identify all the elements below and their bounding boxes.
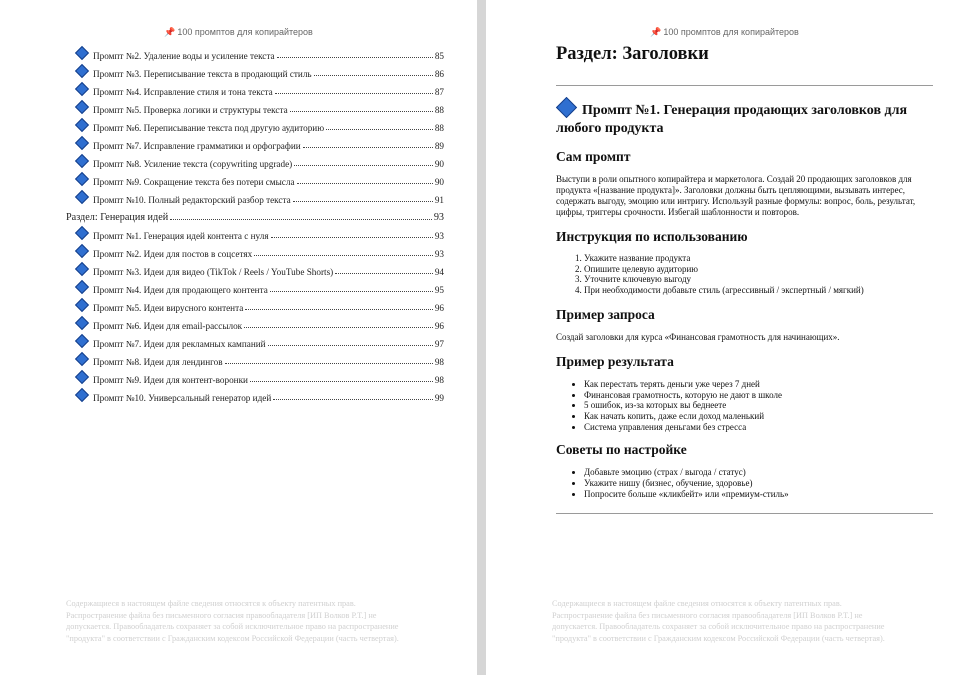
toc-entry[interactable] bbox=[66, 241, 444, 259]
dot-leader bbox=[270, 291, 433, 292]
list-item: • Финансовая грамотность, которую не дают в школе bbox=[584, 390, 933, 401]
toc-entry[interactable] bbox=[66, 133, 444, 151]
blue-diamond-icon bbox=[75, 226, 89, 240]
toc-page-number: 99 bbox=[434, 393, 444, 403]
toc-entry-title: Промпт №3. Переписывание текста в продающий стиль bbox=[93, 69, 312, 79]
heading-result: Пример результата bbox=[556, 353, 674, 369]
toc-page-number: 98 bbox=[434, 375, 444, 385]
list-item: • Попросите больше «кликбейт» или «премиум-стиль» bbox=[584, 489, 933, 500]
dot-leader bbox=[250, 381, 433, 382]
running-header bbox=[0, 27, 477, 38]
dot-leader bbox=[244, 327, 433, 328]
list-item: 1. Укажите название продукта bbox=[584, 253, 933, 264]
dot-leader bbox=[268, 345, 433, 346]
toc-page-number: 96 bbox=[434, 321, 444, 331]
horizontal-rule bbox=[556, 85, 933, 86]
footer-line: "продукта" в соответствии с Гражданским кодексом Российской Федерации (часть четвертая). bbox=[66, 633, 399, 643]
list-item: 2. Опишите целевую аудиторию bbox=[584, 264, 933, 275]
blue-diamond-icon bbox=[75, 262, 89, 276]
toc-page-number: 96 bbox=[434, 303, 444, 313]
running-header bbox=[486, 27, 963, 38]
toc-entry-title: Промпт №2. Идеи для постов в соцсетях bbox=[93, 249, 253, 259]
toc-page-number: 87 bbox=[434, 87, 444, 97]
pushpin-icon: 📌 bbox=[650, 27, 662, 37]
toc-page-number: 90 bbox=[434, 159, 444, 169]
toc-section-entry[interactable] bbox=[66, 205, 444, 223]
blue-diamond-icon bbox=[75, 136, 89, 150]
footer-line: Распространение файла без письменного согласия правообладателя [ИП Волков Р.Т.] не bbox=[552, 610, 863, 620]
table-of-contents bbox=[66, 43, 444, 403]
toc-entry-title: Раздел: Генерация идей bbox=[66, 212, 169, 223]
list-item: 3. Уточните ключевую выгоду bbox=[584, 274, 933, 285]
blue-diamond-icon bbox=[75, 172, 89, 186]
page-content bbox=[556, 44, 933, 514]
toc-entry[interactable] bbox=[66, 349, 444, 367]
blue-diamond-icon bbox=[75, 334, 89, 348]
list-item: • Система управления деньгами без стресса bbox=[584, 422, 933, 433]
dot-leader bbox=[335, 273, 433, 274]
dot-leader bbox=[254, 255, 433, 256]
dot-leader bbox=[290, 111, 433, 112]
toc-page-number: 89 bbox=[434, 141, 444, 151]
toc-page-number: 95 bbox=[434, 285, 444, 295]
blue-diamond-icon bbox=[75, 100, 89, 114]
document-page-left bbox=[0, 0, 477, 675]
toc-entry[interactable] bbox=[66, 223, 444, 241]
heading-tips: Советы по настройке bbox=[556, 442, 687, 458]
dot-leader bbox=[297, 183, 433, 184]
blue-diamond-icon bbox=[75, 82, 89, 96]
dot-leader bbox=[275, 93, 433, 94]
toc-entry[interactable] bbox=[66, 385, 444, 403]
toc-entry[interactable] bbox=[66, 259, 444, 277]
footer-line: "продукта" в соответствии с Гражданским кодексом Российской Федерации (часть четвертая). bbox=[552, 633, 885, 643]
blue-diamond-icon bbox=[75, 46, 89, 60]
footer-line: Распространение файла без письменного согласия правообладателя [ИП Волков Р.Т.] не bbox=[66, 610, 377, 620]
running-header-text: 100 промптов для копирайтеров bbox=[177, 27, 313, 37]
toc-entry-title: Промпт №6. Переписывание текста под другую аудиторию bbox=[93, 123, 325, 133]
dot-leader bbox=[277, 57, 433, 58]
toc-entry-title: Промпт №7. Исправление грамматики и орфографии bbox=[93, 141, 301, 151]
heading-request: Пример запроса bbox=[556, 306, 655, 322]
document-page-right bbox=[486, 0, 963, 675]
heading-prompt: Сам промпт bbox=[556, 149, 631, 164]
blue-diamond-icon bbox=[556, 97, 577, 118]
toc-page-number: 94 bbox=[434, 267, 444, 277]
list-item: • Добавьте эмоцию (страх / выгода / статус) bbox=[584, 467, 933, 478]
dot-leader bbox=[271, 237, 433, 238]
blue-diamond-icon bbox=[75, 118, 89, 132]
toc-entry[interactable] bbox=[66, 169, 444, 187]
toc-page-number: 93 bbox=[433, 212, 444, 223]
toc-page-number: 88 bbox=[434, 123, 444, 133]
toc-entry[interactable] bbox=[66, 79, 444, 97]
copyright-footer bbox=[552, 598, 922, 644]
list-item: 4. При необходимости добавьте стиль (агрессивный / экспертный / мягкий) bbox=[584, 285, 933, 296]
toc-entry-title: Промпт №6. Идеи для email-рассылок bbox=[93, 321, 243, 331]
toc-entry-title: Промпт №1. Генерация идей контента с нуля bbox=[93, 231, 269, 241]
toc-page-number: 93 bbox=[434, 249, 444, 259]
list-item: • Как начать копить, даже если доход маленький bbox=[584, 411, 933, 422]
toc-page-number: 85 bbox=[434, 51, 444, 61]
toc-entry[interactable] bbox=[66, 115, 444, 133]
toc-entry-title: Промпт №4. Идеи для продающего контента bbox=[93, 285, 268, 295]
toc-entry[interactable] bbox=[66, 313, 444, 331]
footer-line: Содержащиеся в настоящем файле сведения относятся к объекту патентных прав. bbox=[66, 599, 356, 608]
toc-entry-title: Промпт №8. Усиление текста (copywriting upgrade) bbox=[93, 159, 293, 169]
toc-page-number: 90 bbox=[434, 177, 444, 187]
blue-diamond-icon bbox=[75, 352, 89, 366]
toc-entry[interactable] bbox=[66, 277, 444, 295]
dot-leader bbox=[225, 363, 433, 364]
section-title: Раздел: Заголовки bbox=[556, 44, 709, 64]
toc-entry-title: Промпт №9. Идеи для контент-воронки bbox=[93, 375, 248, 385]
list-item: • Укажите нишу (бизнес, обучение, здоровье) bbox=[584, 478, 933, 489]
dot-leader bbox=[326, 129, 433, 130]
toc-entry[interactable] bbox=[66, 331, 444, 349]
toc-entry[interactable] bbox=[66, 151, 444, 169]
dot-leader bbox=[314, 75, 433, 76]
blue-diamond-icon bbox=[75, 388, 89, 402]
request-text: Создай заголовки для курса «Финансовая грамотность для начинающих». bbox=[556, 331, 840, 342]
blue-diamond-icon bbox=[75, 64, 89, 78]
toc-page-number: 97 bbox=[434, 339, 444, 349]
toc-entry[interactable] bbox=[66, 367, 444, 385]
blue-diamond-icon bbox=[75, 244, 89, 258]
page-gutter bbox=[477, 0, 486, 675]
toc-entry-title: Промпт №3. Идеи для видео (TikTok / Reels / YouTube Shorts) bbox=[93, 267, 334, 277]
blue-diamond-icon bbox=[75, 298, 89, 312]
list-item: • Как перестать терять деньги уже через 7 дней bbox=[584, 379, 933, 390]
footer-line: допускается. Правообладатель сохраняет за собой исключительное право на распространение bbox=[552, 622, 885, 631]
footer-line: допускается. Правообладатель сохраняет за собой исключительное право на распространение bbox=[66, 622, 399, 631]
footer-line: Содержащиеся в настоящем файле сведения относятся к объекту патентных прав. bbox=[552, 599, 842, 608]
blue-diamond-icon bbox=[75, 370, 89, 384]
horizontal-rule bbox=[556, 513, 933, 514]
toc-page-number: 86 bbox=[434, 69, 444, 79]
toc-entry-title: Промпт №9. Сокращение текста без потери смысла bbox=[93, 177, 295, 187]
blue-diamond-icon bbox=[75, 154, 89, 168]
toc-entry-title: Промпт №2. Удаление воды и усиление текста bbox=[93, 51, 275, 61]
toc-entry[interactable] bbox=[66, 97, 444, 115]
dot-leader bbox=[294, 165, 433, 166]
blue-diamond-icon bbox=[75, 280, 89, 294]
dot-leader bbox=[245, 309, 433, 310]
dot-leader bbox=[303, 147, 433, 148]
toc-entry-title: Промпт №7. Идеи для рекламных кампаний bbox=[93, 339, 266, 349]
results-list bbox=[556, 379, 933, 433]
toc-entry[interactable] bbox=[66, 43, 444, 61]
dot-leader bbox=[170, 219, 432, 220]
toc-entry-title: Промпт №5. Проверка логики и структуры текста bbox=[93, 105, 288, 115]
toc-entry[interactable] bbox=[66, 61, 444, 79]
running-header-text: 100 промптов для копирайтеров bbox=[663, 27, 799, 37]
heading-instructions: Инструкция по использованию bbox=[556, 229, 748, 244]
toc-page-number: 93 bbox=[434, 231, 444, 241]
toc-entry-title: Промпт №10. Универсальный генератор идей bbox=[93, 393, 272, 403]
blue-diamond-icon bbox=[75, 316, 89, 330]
prompt-text: Выступи в роли опытного копирайтера и маркетолога. Создай 20 продающих заголовков для продукта «[название продукта]». Заголовки должны быть цепляющими, вызывать интерес, содержать выгоду, эмоцию или интригу. Используй разные формулы: вопрос, боль, результат, цифры, триггеры срочности. Избегай шаблонности и повторов. bbox=[556, 174, 916, 217]
pushpin-icon: 📌 bbox=[164, 27, 176, 37]
toc-entry-title: Промпт №4. Исправление стиля и тона текста bbox=[93, 87, 273, 97]
prompt-title: Промпт №1. Генерация продающих заголовков для любого продукта bbox=[556, 100, 933, 138]
list-item: • 5 ошибок, из-за которых вы беднеете bbox=[584, 400, 933, 411]
toc-entry-title: Промпт №5. Идеи вирусного контента bbox=[93, 303, 244, 313]
dot-leader bbox=[293, 201, 433, 202]
tips-list bbox=[556, 467, 933, 499]
toc-page-number: 98 bbox=[434, 357, 444, 367]
toc-entry-title: Промпт №8. Идеи для лендингов bbox=[93, 357, 223, 367]
toc-entry-title: Промпт №10. Полный редакторский разбор текста bbox=[93, 195, 291, 205]
dot-leader bbox=[273, 399, 433, 400]
instructions-list bbox=[556, 253, 933, 296]
blue-diamond-icon bbox=[75, 190, 89, 204]
toc-page-number: 88 bbox=[434, 105, 444, 115]
toc-entry[interactable] bbox=[66, 187, 444, 205]
toc-entry[interactable] bbox=[66, 295, 444, 313]
toc-page-number: 91 bbox=[434, 195, 444, 205]
copyright-footer bbox=[66, 598, 436, 644]
